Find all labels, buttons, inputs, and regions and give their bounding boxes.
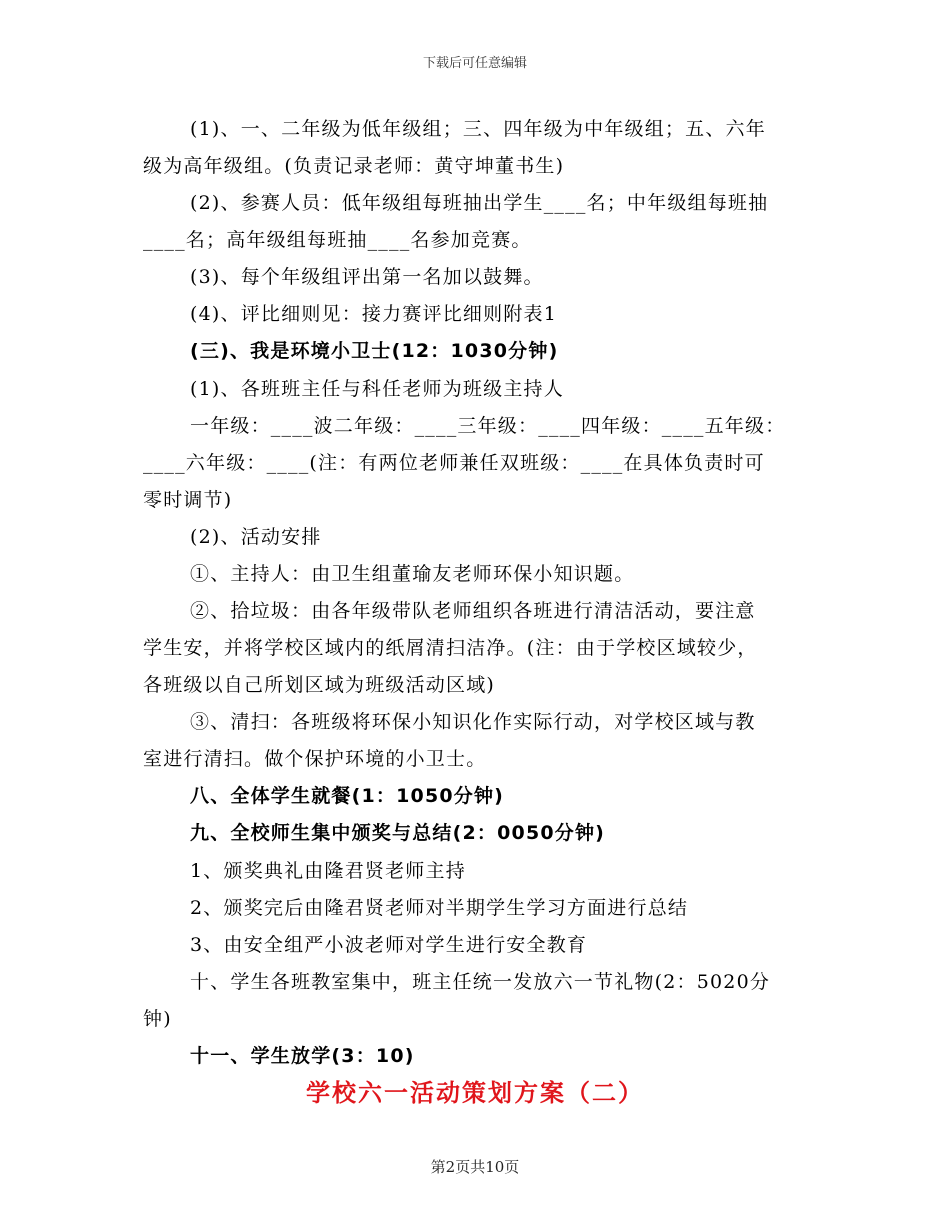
document-title: 学校六一活动策划方案（二） [306, 1079, 644, 1107]
paragraph-line: (2)、活动安排 [190, 526, 322, 548]
paragraph-line: (2)、参赛人员：低年级组每班抽出学生____名；中年级组每班抽 [190, 192, 769, 214]
paragraph-line: 学生安，并将学校区域内的纸屑清扫洁净。(注：由于学校区域较少， [143, 637, 758, 659]
paragraph-line: 级为高年级组。(负责记录老师：黄守坤董书生) [143, 155, 565, 177]
page-header: 下载后可任意编辑 [422, 56, 527, 71]
paragraph-line: (3)、每个年级组评出第一名加以鼓舞。 [190, 266, 544, 288]
paragraph-line: 1、颁奖典礼由隆君贤老师主持 [190, 860, 466, 882]
paragraph-line: (1)、各班班主任与科任老师为班级主持人 [190, 378, 564, 400]
paragraph-line: ①、主持人：由卫生组董瑜友老师环保小知识题。 [190, 563, 635, 585]
paragraph-line: ____名；高年级组每班抽____名参加竞赛。 [143, 229, 532, 251]
paragraph-line: ____六年级：____(注：有两位老师兼任双班级：____在具体负责时可 [143, 452, 765, 474]
paragraph-line: 各班级以自己所划区域为班级活动区域) [143, 674, 496, 696]
section-heading: 八、全体学生就餐(1：1050分钟) [190, 785, 505, 807]
section-heading: (三)、我是环境小卫士(12：1030分钟) [190, 340, 559, 362]
section-heading: 九、全校师生集中颁奖与总结(2：0050分钟) [190, 822, 606, 844]
paragraph-line: 3、由安全组严小波老师对学生进行安全教育 [190, 934, 588, 956]
paragraph-line: ③、清扫：各班级将环保小知识化作实际行动，对学校区域与教 [190, 711, 756, 733]
paragraph-line: 钟) [143, 1008, 172, 1030]
paragraph-line: 2、颁奖完后由隆君贤老师对半期学生学习方面进行总结 [190, 897, 689, 919]
paragraph-line: ②、拾垃圾：由各年级带队老师组织各班进行清洁活动，要注意 [190, 600, 756, 622]
paragraph-line: 室进行清扫。做个保护环境的小卫士。 [143, 748, 487, 770]
paragraph-line: (4)、评比细则见：接力赛评比细则附表1 [190, 303, 558, 325]
paragraph-line: 一年级：____波二年级：____三年级：____四年级：____五年级： [190, 415, 786, 437]
section-heading: 十一、学生放学(3：10) [190, 1045, 415, 1067]
page-footer: 第2页共10页 [430, 1158, 520, 1176]
paragraph-line: 十、学生各班教室集中，班主任统一发放六一节礼物(2：5020分 [190, 971, 771, 993]
paragraph-line: (1)、一、二年级为低年级组；三、四年级为中年级组；五、六年 [190, 118, 766, 140]
paragraph-line: 零时调节) [143, 489, 233, 511]
